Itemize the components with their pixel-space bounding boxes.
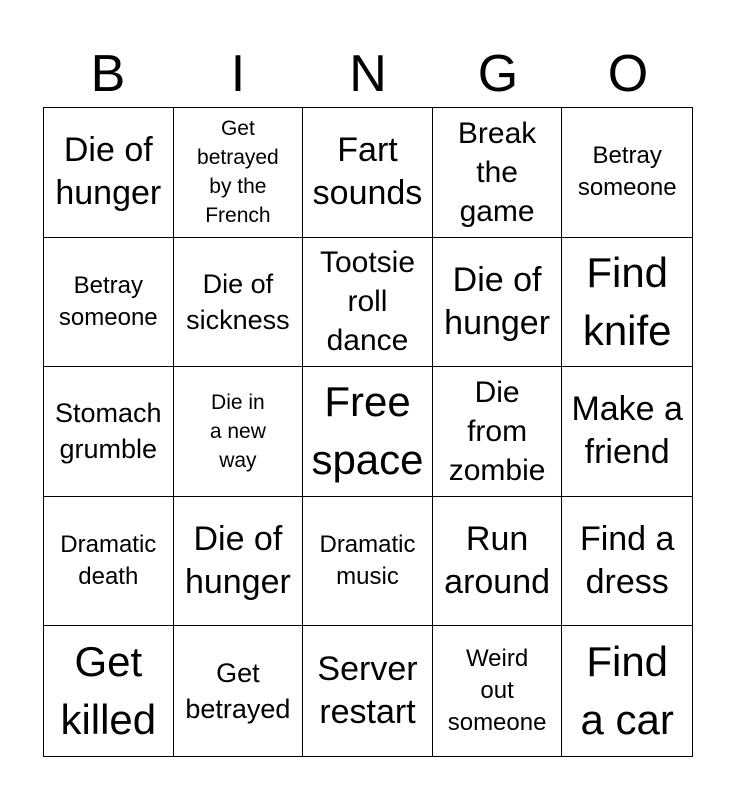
bingo-cell-label: Die in a new way (209, 390, 266, 472)
bingo-cell-label: Die of sickness (186, 268, 290, 335)
header-letter-o: O (607, 45, 649, 103)
bingo-cell[interactable] (433, 497, 563, 627)
bingo-cell-label: Betray someone (58, 271, 158, 331)
bingo-cell-label: Server restart (317, 650, 418, 732)
bingo-cell[interactable] (433, 238, 563, 368)
bingo-cell-label: Die of hunger (184, 520, 291, 602)
bingo-cell[interactable] (44, 626, 174, 756)
bingo-cell[interactable] (433, 367, 563, 497)
bingo-cell-label: Get killed (60, 638, 157, 744)
bingo-cell-label: Make a friend (571, 390, 683, 472)
bingo-cell[interactable] (174, 497, 304, 627)
bingo-cell[interactable] (44, 108, 174, 238)
bingo-cell[interactable] (174, 238, 304, 368)
bingo-cell-label: Break the game (457, 116, 537, 228)
bingo-cell-label: Run around (444, 520, 551, 602)
bingo-cell[interactable] (433, 626, 563, 756)
bingo-cell-label: Dramatic music (319, 531, 416, 591)
bingo-grid (43, 107, 693, 757)
bingo-cell[interactable] (174, 108, 304, 238)
bingo-cell-label: Betray someone (577, 142, 677, 202)
bingo-cell[interactable] (562, 626, 692, 756)
bingo-cell[interactable] (303, 626, 433, 756)
bingo-cell[interactable] (44, 497, 174, 627)
bingo-cell-label: Weird out someone (447, 645, 547, 737)
bingo-cell[interactable] (303, 108, 433, 238)
bingo-cell-label: Dramatic death (60, 531, 157, 591)
header-letter-n: N (349, 45, 387, 103)
bingo-cell[interactable] (562, 367, 692, 497)
bingo-cell-label: Die of hunger (444, 260, 551, 342)
bingo-cell-label: Fart sounds (312, 131, 423, 213)
bingo-cell[interactable] (174, 626, 304, 756)
bingo-cell[interactable] (303, 367, 433, 497)
bingo-cell-label: Die of hunger (55, 131, 162, 213)
bingo-cell-label: Get betrayed (185, 658, 291, 725)
bingo-cell[interactable] (562, 238, 692, 368)
bingo-cell-label: Get betrayed by the French (197, 117, 279, 228)
header-letter-g: G (477, 45, 519, 103)
bingo-cell-label: Find a dress (579, 520, 675, 602)
bingo-cell[interactable] (433, 108, 563, 238)
bingo-cell[interactable] (562, 108, 692, 238)
bingo-cell-label: Die from zombie (448, 375, 546, 487)
bingo-cell[interactable] (303, 238, 433, 368)
header-letter-b: B (90, 45, 126, 103)
header-letter-i: I (230, 45, 246, 103)
bingo-cell-label: Tootsie roll dance (319, 246, 416, 358)
bingo-cell[interactable] (44, 367, 174, 497)
bingo-header (43, 40, 693, 108)
bingo-cell-label: Stomach grumble (55, 398, 162, 465)
bingo-cell[interactable] (174, 367, 304, 497)
bingo-cell-label: Find knife (582, 248, 672, 354)
bingo-cell-label: Find a car (580, 638, 674, 744)
bingo-cell[interactable] (562, 497, 692, 627)
bingo-cell[interactable] (303, 497, 433, 627)
bingo-cell[interactable] (44, 238, 174, 368)
bingo-cell-label: Free space (311, 378, 424, 484)
